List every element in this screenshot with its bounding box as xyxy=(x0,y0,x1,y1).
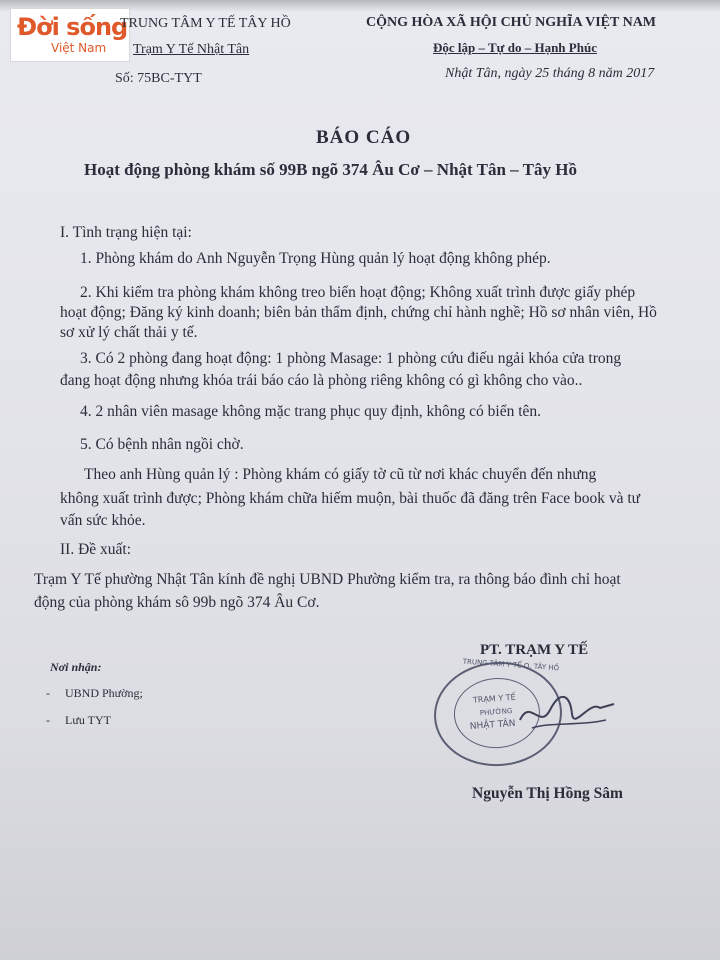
section-1-heading: I. Tình trạng hiện tại: xyxy=(60,224,192,241)
recipient-2: - Lưu TYT xyxy=(46,713,111,727)
recipients-label: Nơi nhận: xyxy=(50,660,102,674)
paragraph-line-1: Theo anh Hùng quản lý : Phòng khám có giấy tờ cũ từ nơi khác chuyển đến nhưng xyxy=(84,466,597,483)
stamp-line-1: TRẠM Y TẾ xyxy=(472,692,516,705)
station-name: Trạm Y Tế Nhật Tân xyxy=(133,42,250,57)
recipient-1: - UBND Phường; xyxy=(46,686,143,700)
item-2-line-1: 2. Khi kiểm tra phòng khám không treo biển hoạt động; Không xuất trình được giấy phép xyxy=(80,284,636,301)
paragraph-line-3: vấn sức khỏe. xyxy=(60,512,146,529)
proposal-line-1: Trạm Y Tế phường Nhật Tân kính đề nghị UBND Phường kiểm tra, ra thông báo đình chỉ hoạt xyxy=(34,571,621,588)
stamp-line-3: NHẬT TÂN xyxy=(469,718,516,732)
signer-title: PT. TRẠM Y TẾ xyxy=(480,642,589,658)
stamp-ring-text: TRUNG TÂM Y TẾ Q. TÂY HỒ xyxy=(462,657,560,673)
recipient-2-text: Lưu TYT xyxy=(65,713,111,727)
item-3-line-1: 3. Có 2 phòng đang hoạt động: 1 phòng Masage: 1 phòng cứu điếu ngải khóa cửa trong xyxy=(80,350,622,367)
document-date: Nhật Tân, ngày 25 tháng 8 năm 2017 xyxy=(445,66,655,81)
item-4: 4. 2 nhân viên masage không mặc trang phục quy định, không có biển tên. xyxy=(80,403,542,420)
item-5: 5. Có bệnh nhân ngồi chờ. xyxy=(80,436,244,453)
motto: Độc lập – Tự do – Hạnh Phúc xyxy=(433,40,597,55)
watermark-logo xyxy=(10,8,130,62)
paragraph-line-2: không xuất trình được; Phòng khám chữa hiếm muộn, bài thuốc đã đăng trên Face book và tư xyxy=(60,490,641,507)
handwritten-signature xyxy=(510,690,620,740)
document-number: Số: 75BC-TYT xyxy=(115,71,202,86)
watermark-sub: Việt Nam xyxy=(51,41,107,55)
section-2-heading: II. Đề xuất: xyxy=(60,541,132,558)
signer-name: Nguyễn Thị Hồng Sâm xyxy=(472,785,623,802)
item-2-line-2: hoạt động; Đăng ký kinh doanh; biên bản thẩm định, chứng chỉ hành nghề; Hồ sơ nhân viên, Hồ xyxy=(60,304,657,321)
agency-name: TRUNG TÂM Y TẾ TÂY HỒ xyxy=(120,16,291,31)
watermark-brand: Đời sống xyxy=(17,13,128,41)
document-subtitle: Hoạt động phòng khám số 99B ngõ 374 Âu Cơ – Nhật Tân – Tây Hồ xyxy=(84,160,577,179)
proposal-line-2: động của phòng khám sô 99b ngõ 374 Âu Cơ. xyxy=(34,594,320,611)
item-3-line-2: đang hoạt động nhưng khóa trái báo cáo là phòng riêng không có gì không cho vào.. xyxy=(60,372,583,389)
recipient-1-text: UBND Phường; xyxy=(65,686,143,700)
stamp-line-2: PHƯỜNG xyxy=(479,706,513,718)
item-2-line-3: sơ xử lý chất thải y tế. xyxy=(60,324,198,341)
item-1: 1. Phòng khám do Anh Nguyễn Trọng Hùng quản lý hoạt động không phép. xyxy=(80,250,551,267)
country-name: CỘNG HÒA XÃ HỘI CHỦ NGHĨA VIỆT NAM xyxy=(366,15,657,30)
document-title: BÁO CÁO xyxy=(316,127,412,148)
